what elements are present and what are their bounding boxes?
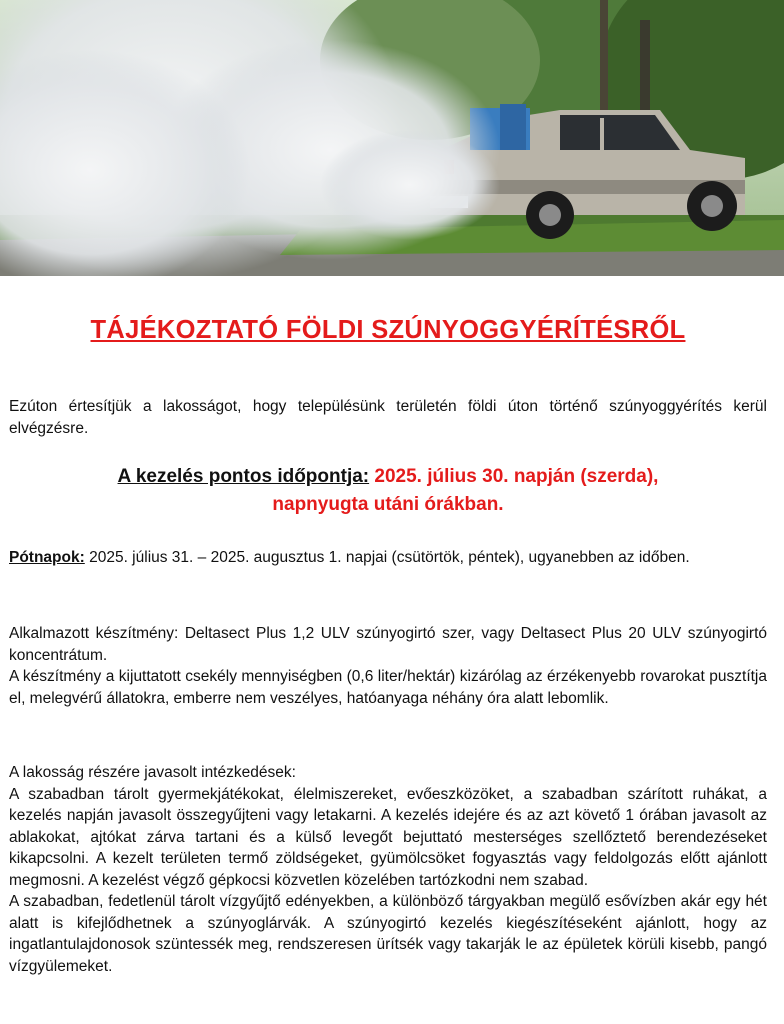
- schedule-label: A kezelés pontos időpontja:: [117, 466, 370, 487]
- page-title: TÁJÉKOZTATÓ FÖLDI SZÚNYOGGYÉRÍTÉSRŐL: [90, 316, 686, 344]
- backup-days-text: 2025. július 31. – 2025. augusztus 1. napjai (csütörtök, péntek), ugyanebben az időben.: [84, 549, 690, 566]
- product-section: [9, 623, 767, 709]
- measures-heading: A lakosság részére javasolt intézkedések:: [9, 764, 296, 781]
- schedule-date: 2025. július 30. napján (szerda),: [374, 466, 659, 487]
- header-photo: [0, 0, 784, 276]
- fogging-truck-image: [0, 0, 784, 276]
- product-name-paragraph: Alkalmazott készítmény: Deltasect Plus 1,2 ULV szúnyogirtó szer, vagy Deltasect Plus 20 ULV szúnyogirtó koncentrátum.: [9, 625, 767, 664]
- measures-paragraph-1: A szabadban tárolt gyermekjátékokat, élelmiszereket, evőeszközöket, a szabadban szárított ruhákat, a kezelés napján javasolt összegyűjteni vagy letakarni. A kezelés idejére és az azt követő 1 órában javasolt az ablakokat, ajtókat zárva tartani és a külső levegőt bejuttató mesterséges szellőztető berendezéseket kikapcsolni. A kezelt területen termő zöldségeket, gyümölcsöket fogyasztás vagy feldolgozás előtt ajánlott megmosni. A kezelést végző gépkocsi közvetlen közelében tartózkodni nem szabad.: [9, 785, 767, 889]
- backup-days-label: Pótnapok:: [9, 549, 85, 566]
- schedule-time: napnyugta utáni órákban.: [272, 494, 504, 515]
- product-safety-paragraph: A készítmény a kijuttatott csekély mennyiségben (0,6 liter/hektár) kizárólag az érzékenyebb rovarokat pusztítja el, melegvérű állatokra, emberre nem veszélyes, hatóanyaga néhány óra alatt lebomlik.: [9, 668, 767, 707]
- backup-days: [9, 547, 779, 569]
- measures-paragraph-2: A szabadban, fedetlenül tárolt vízgyűjtő edényekben, a különböző tárgyakban megülő esővízben akár egy hét alatt is kifejlődhetnek a szúnyoglárvák. A szúnyogirtó kezelés kiegészítéseként ajánlott, hogy az ingatlantulajdonosok szüntessék meg, rendszeresen ürítsék vagy takarják le az épületek körüli kisebb, pangó vízgyülemeket.: [9, 893, 767, 975]
- intro-paragraph: Ezúton értesítjük a lakosságot, hogy településünk területén földi úton történő szúnyoggyérítés kerül elvégzésre.: [9, 398, 767, 437]
- measures-section: [9, 762, 767, 977]
- treatment-schedule: [9, 463, 767, 519]
